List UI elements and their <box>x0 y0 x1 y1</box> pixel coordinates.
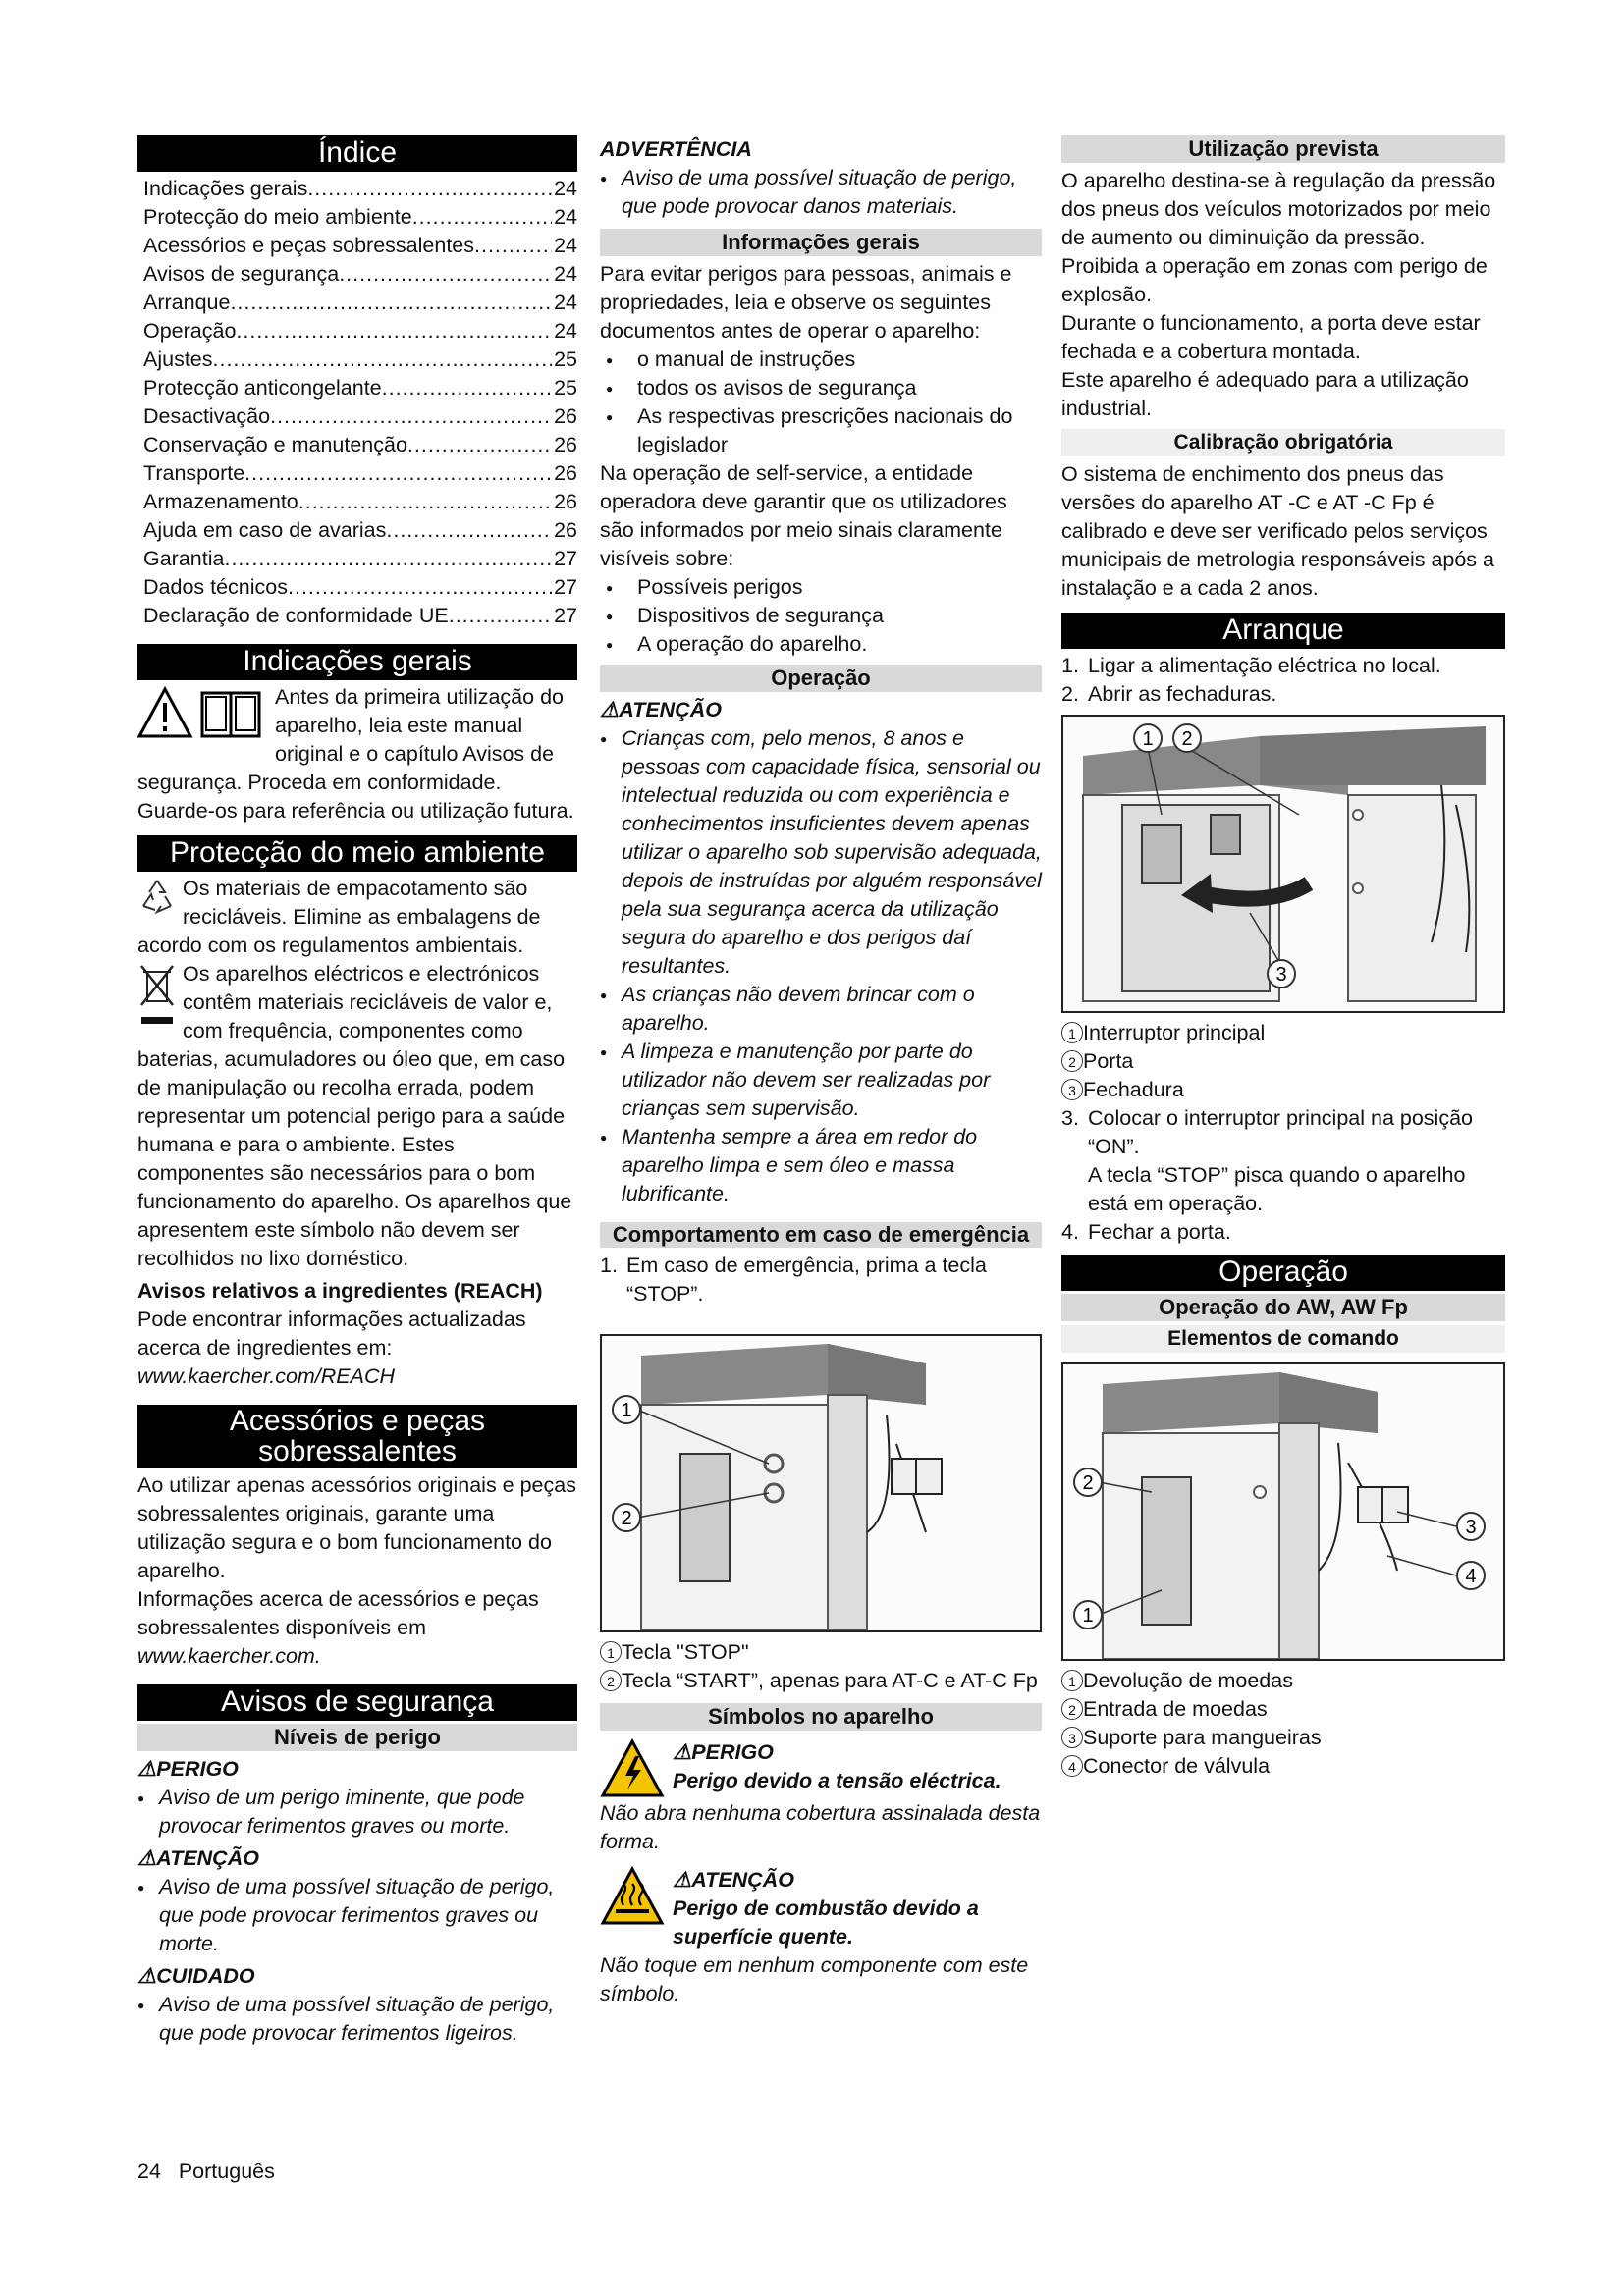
caution-text: ● Aviso de uma possível situação de perigo, que pode provocar ferimentos ligeiros. <box>137 1991 577 2048</box>
accessories-link[interactable]: www.kaercher.com. <box>137 1644 321 1668</box>
controls-label-1: 1 <box>1082 1605 1094 1627</box>
toc-entry[interactable] <box>143 431 577 459</box>
toc-entry-title: Garantia <box>143 547 225 570</box>
toc-entry[interactable] <box>143 289 577 317</box>
legend-item: 1 Interruptor principal <box>1061 1019 1505 1047</box>
startup-label-2: 2 <box>1181 728 1193 750</box>
danger-title: ⚠PERIGO <box>137 1757 239 1781</box>
legend-item: 4 Conector de válvula <box>1061 1752 1505 1781</box>
startup-step-1: 1. Ligar a alimentação eléctrica no local. <box>1061 654 1441 677</box>
toc-page-number: 27 <box>554 547 577 570</box>
danger-levels-heading: Níveis de perigo <box>137 1724 577 1751</box>
toc-leader <box>307 175 552 203</box>
advertencia-text: ● Aviso de uma possível situação de perigo, que pode provocar danos materiais. <box>600 164 1042 221</box>
toc-entry[interactable] <box>143 232 577 260</box>
packaging-text: Os materiais de empacotamento são recicláveis. Elimine as embalagens de acordo com os regulamentos ambientais. <box>137 877 541 957</box>
device-stop-illustration <box>602 1336 1040 1630</box>
warning-book-icon <box>137 685 265 742</box>
symbol-electric <box>600 1735 1042 1799</box>
symbol-warning-title: ⚠ATENÇÃO <box>673 1868 794 1892</box>
reach-link[interactable]: www.kaercher.com/REACH <box>137 1364 396 1388</box>
hot-surface-icon <box>600 1866 665 1927</box>
toc-leader <box>270 402 552 431</box>
toc-entry[interactable] <box>143 602 577 630</box>
info2-item-2: ● Dispositivos de segurança <box>600 602 1042 630</box>
figure-label-2: 2 <box>621 1508 632 1529</box>
operation-warning-title: ⚠ATENÇÃO <box>600 698 722 721</box>
toc-entry[interactable] <box>143 260 577 289</box>
legend-item: 2 Entrada de moedas <box>1061 1695 1505 1724</box>
table-of-contents <box>137 175 577 630</box>
device-open-illustration <box>1063 717 1503 1011</box>
symbol-danger-bold: Perigo devido a tensão eléctrica. <box>673 1769 1001 1792</box>
toc-entry-title: Protecção anticongelante <box>143 376 382 400</box>
operation-heading: Operação <box>600 665 1042 692</box>
warning-title: ⚠ATENÇÃO <box>137 1846 259 1870</box>
calibration-heading: Calibração obrigatória <box>1061 429 1505 456</box>
toc-leader <box>213 346 553 374</box>
crossed-bin-icon <box>137 962 177 1029</box>
toc-page-number: 27 <box>554 604 577 627</box>
startup-figure <box>1061 715 1505 1013</box>
toc-page-number: 24 <box>554 262 577 286</box>
toc-page-number: 27 <box>554 575 577 599</box>
electrical-disposal-text: Os aparelhos eléctricos e electrónicos contêm materiais recicláveis de valor e, com frequência, componentes como baterias, acumuladores ou óleo que, em caso de manipulação ou recolha errada, podem representar um potencial perigo para a saúde humana e para o ambiente. Estes componentes são necessários para o bom funcionamento do aparelho. Os aparelhos que apresentem este símbolo não devem ser recolhidos no lixo doméstico. <box>137 962 572 1270</box>
advertencia-title: ADVERTÊNCIA <box>600 137 752 161</box>
toc-page-number: 26 <box>554 490 577 513</box>
reach-title: Avisos relativos a ingredientes (REACH) <box>137 1279 543 1303</box>
legend-item: 1 Tecla "STOP" <box>600 1638 1042 1667</box>
page-number: 24 <box>137 2160 161 2183</box>
toc-entry-title: Protecção do meio ambiente <box>143 205 412 229</box>
controls-label-2: 2 <box>1082 1472 1094 1494</box>
symbols-heading: Símbolos no aparelho <box>600 1703 1042 1731</box>
toc-leader <box>230 289 552 317</box>
info-item-3: ● As respectivas prescrições nacionais do legislador <box>600 402 1042 459</box>
toc-page-number: 24 <box>554 234 577 257</box>
info2-item-3: ● A operação do aparelho. <box>600 630 1042 659</box>
toc-leader <box>386 516 552 545</box>
intended-use-text-3: Durante o funcionamento, a porta deve estar fechada e a cobertura montada. <box>1061 311 1481 363</box>
toc-leader <box>288 573 552 602</box>
general-info-text-2: Guarde-os para referência ou utilização futura. <box>137 799 574 823</box>
toc-entry-title: Ajustes <box>143 347 213 371</box>
high-voltage-icon <box>600 1738 665 1799</box>
toc-entry[interactable] <box>143 573 577 602</box>
controls-heading: Elementos de comando <box>1061 1325 1505 1353</box>
controls-figure <box>1061 1362 1505 1661</box>
info-intro: Para evitar perigos para pessoas, animais e propriedades, leia e observe os seguintes documentos antes de operar o aparelho: <box>600 262 1012 343</box>
symbol-warning-bold: Perigo de combustão devido a superfície quente. <box>673 1896 979 1949</box>
toc-leader <box>244 459 552 488</box>
toc-entry-title: Ajuda em caso de avarias <box>143 518 387 542</box>
symbol-danger-title: ⚠PERIGO <box>673 1740 774 1764</box>
startup-label-3: 3 <box>1275 964 1287 986</box>
toc-leader <box>224 545 552 573</box>
environment-heading: Protecção do meio ambiente <box>137 835 577 872</box>
accessories-info: Informações acerca de acessórios e peças sobressalentes disponíveis em www.kaercher.com. <box>137 1587 539 1668</box>
accessories-text: Ao utilizar apenas acessórios originais e peças sobressalentes originais, garante uma utilização segura e o bom funcionamento do aparelho. <box>137 1473 576 1582</box>
toc-entry[interactable] <box>143 402 577 431</box>
reach-text: Pode encontrar informações actualizadas acerca de ingredientes em: www.kaercher.com/REACH <box>137 1308 526 1388</box>
recycle-icon <box>137 877 177 916</box>
safety-heading: Avisos de segurança <box>137 1684 577 1721</box>
toc-entry[interactable] <box>143 488 577 516</box>
legend-item: 2 Tecla “START”, apenas para AT-C e AT-C Fp <box>600 1667 1042 1695</box>
legend-item: 1 Devolução de moedas <box>1061 1667 1505 1695</box>
toc-page-number: 26 <box>554 461 577 485</box>
operation-warning-3: ● A limpeza e manutenção por parte do utilizador não devem ser realizadas por crianças sem supervisão. <box>600 1038 1042 1123</box>
startup-step-3: 3. Colocar o interruptor principal na posição “ON”. A tecla “STOP” pisca quando o aparelho está em operação. <box>1061 1106 1473 1215</box>
toc-entry-title: Transporte <box>143 461 245 485</box>
toc-leader <box>412 203 552 232</box>
legend-item: 3 Fechadura <box>1061 1076 1505 1104</box>
controls-label-3: 3 <box>1465 1517 1477 1538</box>
general-info-text: Antes da primeira utilização do aparelho, leia este manual original e o capítulo Avisos de segurança. Proceda em conformidade. <box>137 685 564 794</box>
toc-leader <box>236 317 552 346</box>
toc-entry-title: Armazenamento <box>143 490 298 513</box>
toc-entry-title: Acessórios e peças sobressalentes <box>143 234 475 257</box>
figure-label-1: 1 <box>621 1400 632 1421</box>
toc-entry-title: Operação <box>143 319 237 343</box>
environment-section <box>137 875 577 1391</box>
calibration-text: O sistema de enchimento dos pneus das versões do aparelho AT -C e AT -C Fp é calibrado e deve ser verificado pelos serviços municipais de metrologia responsáveis após a instalação e a cada 2 anos. <box>1061 462 1494 600</box>
toc-leader <box>407 431 552 459</box>
toc-leader <box>339 260 552 289</box>
startup-heading: Arranque <box>1061 613 1505 649</box>
toc-leader <box>449 602 552 630</box>
symbol-warning-text: Não toque em nenhum componente com este símbolo. <box>600 1953 1029 2005</box>
toc-entry[interactable] <box>143 545 577 573</box>
accessories-section <box>137 1471 577 1671</box>
toc-entry-title: Indicações gerais <box>143 177 308 200</box>
toc-page-number: 26 <box>554 433 577 456</box>
general-info-heading: Indicações gerais <box>137 644 577 680</box>
intended-use-heading: Utilização prevista <box>1061 135 1505 163</box>
page-footer <box>137 2160 275 2184</box>
toc-page-number: 24 <box>554 291 577 314</box>
toc-page-number: 25 <box>554 376 577 400</box>
toc-page-number: 25 <box>554 347 577 371</box>
general-information-heading: Informações gerais <box>600 229 1042 256</box>
info-item-1: ● o manual de instruções <box>600 346 1042 374</box>
symbol-hot <box>600 1862 1042 1951</box>
legend-item: 3 Suporte para mangueiras <box>1061 1724 1505 1752</box>
toc-entry-title: Dados técnicos <box>143 575 288 599</box>
toc-entry[interactable] <box>143 516 577 545</box>
general-info-section <box>137 683 577 826</box>
toc-entry-title: Conservação e manutenção <box>143 433 407 456</box>
toc-entry[interactable] <box>143 175 577 203</box>
toc-page-number: 26 <box>554 404 577 428</box>
legend-item: 2 Porta <box>1061 1047 1505 1076</box>
toc-page-number: 24 <box>554 177 577 200</box>
operation-warning-2: ● As crianças não devem brincar com o aparelho. <box>600 981 1042 1038</box>
accessories-heading: Acessórios e peças sobressalentes <box>137 1405 577 1468</box>
toc-entry[interactable] <box>143 317 577 346</box>
toc-entry-title: Arranque <box>143 291 231 314</box>
toc-page-number: 24 <box>554 205 577 229</box>
toc-entry[interactable] <box>143 459 577 488</box>
emergency-figure <box>600 1334 1042 1632</box>
toc-entry[interactable] <box>143 203 577 232</box>
danger-text: ● Aviso de um perigo iminente, que pode provocar ferimentos graves ou morte. <box>137 1784 577 1841</box>
toc-leader <box>474 232 552 260</box>
startup-step-4: 4. Fechar a porta. <box>1061 1220 1231 1244</box>
toc-leader <box>382 374 552 402</box>
toc-entry-title: Desactivação <box>143 404 271 428</box>
operation-main-heading: Operação <box>1061 1255 1505 1291</box>
toc-entry[interactable] <box>143 374 577 402</box>
toc-leader <box>298 488 552 516</box>
emergency-step: 1. Em caso de emergência, prima a tecla “STOP”. <box>600 1254 987 1306</box>
column-2 <box>600 135 1042 2008</box>
column-1 <box>137 135 577 2048</box>
intended-use-text-2: Proibida a operação em zonas com perigo de explosão. <box>1061 254 1488 306</box>
toc-page-number: 26 <box>554 518 577 542</box>
info-item-2: ● todos os avisos de segurança <box>600 374 1042 402</box>
info2-item-1: ● Possíveis perigos <box>600 573 1042 602</box>
operation-warning-1: ● Crianças com, pelo menos, 8 anos e pessoas com capacidade física, sensorial ou intelectual reduzida ou com experiência e conhecimentos insuficientes devem apenas utilizar o aparelho sob supervisão adequada, depois de instruídas por alguém responsável pela sua segurança acerca da utilização segura do aparelho e dos perigos daí resultantes. <box>600 724 1042 981</box>
intended-use-text-1: O aparelho destina-se à regulação da pressão dos pneus dos veículos motorizados por meio de aumento ou diminuição da pressão. <box>1061 169 1496 249</box>
caution-title: ⚠CUIDADO <box>137 1964 255 1988</box>
symbol-danger-text: Não abra nenhuma cobertura assinalada desta forma. <box>600 1801 1041 1853</box>
startup-label-1: 1 <box>1142 728 1154 750</box>
emergency-heading: Comportamento em caso de emergência <box>600 1222 1042 1248</box>
operation-aw-heading: Operação do AW, AW Fp <box>1061 1294 1505 1321</box>
self-service-text: Na operação de self-service, a entidade operadora deve garantir que os utilizadores são informados por meio sinais claramente visíveis sobre: <box>600 461 1007 570</box>
toc-entry[interactable] <box>143 346 577 374</box>
column-3 <box>1061 135 1505 1781</box>
warning-text: ● Aviso de uma possível situação de perigo, que pode provocar ferimentos graves ou morte. <box>137 1873 577 1958</box>
operation-warning-4: ● Mantenha sempre a área em redor do aparelho limpa e sem óleo e massa lubrificante. <box>600 1123 1042 1208</box>
startup-step-2: 2. Abrir as fechaduras. <box>1061 682 1277 706</box>
controls-label-4: 4 <box>1465 1566 1477 1587</box>
toc-page-number: 24 <box>554 319 577 343</box>
device-controls-illustration <box>1063 1364 1503 1659</box>
toc-entry-title: Avisos de segurança <box>143 262 340 286</box>
toc-entry-title: Declaração de conformidade UE <box>143 604 449 627</box>
intended-use-text-4: Este aparelho é adequado para a utilização industrial. <box>1061 368 1469 420</box>
index-heading: Índice <box>137 135 577 172</box>
footer-language: Português <box>178 2160 275 2183</box>
